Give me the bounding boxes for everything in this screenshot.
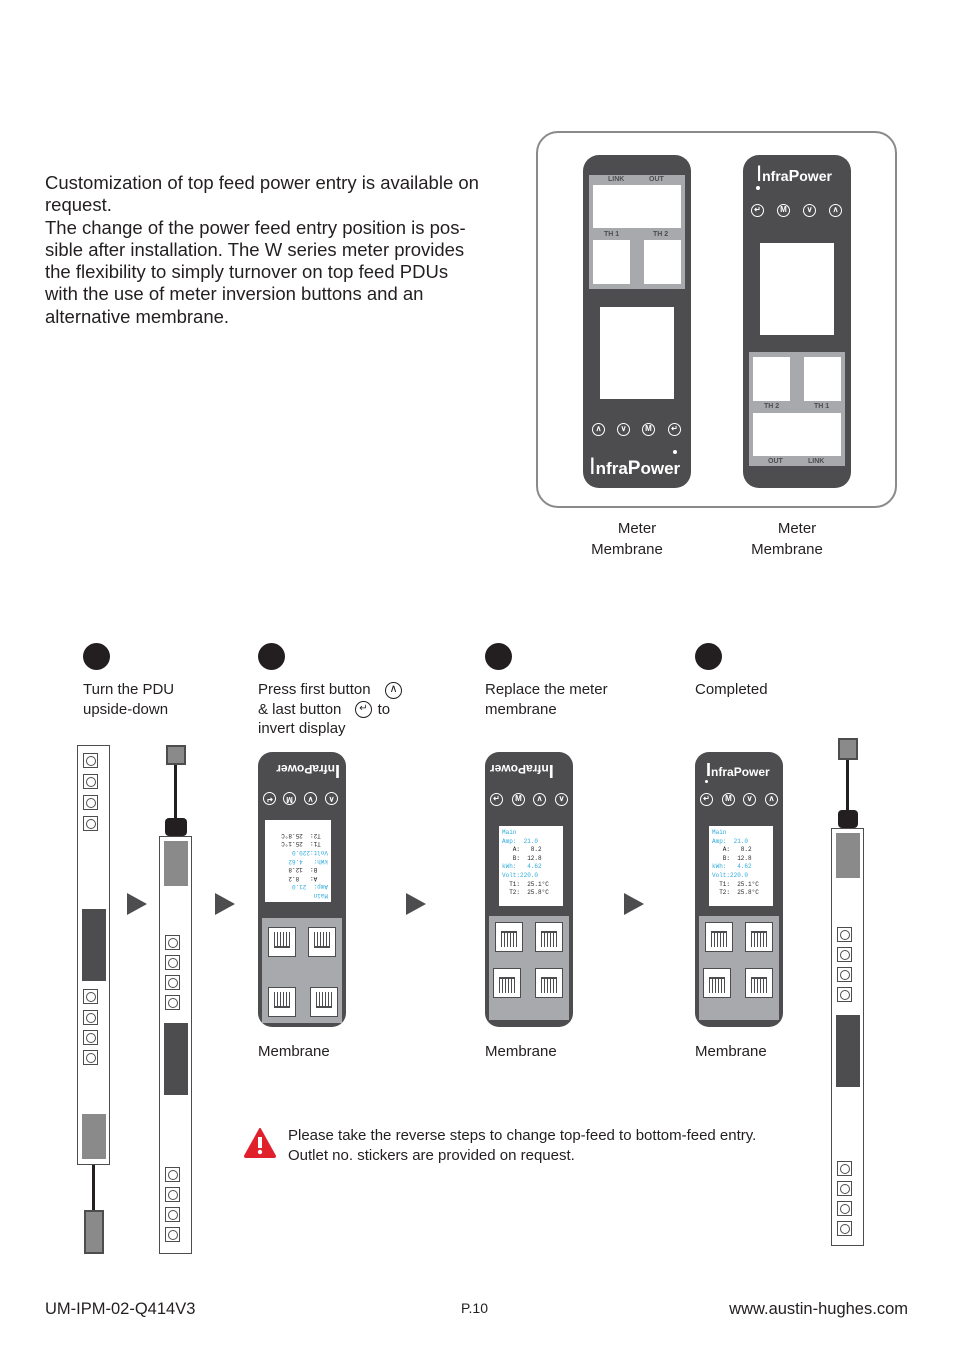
up-icon: ∧ bbox=[765, 793, 778, 806]
infrapower-logo: InfraPower bbox=[756, 161, 832, 186]
link-label: LINK bbox=[808, 458, 825, 465]
down-icon: ∨ bbox=[617, 423, 630, 436]
enter-icon: ↵ bbox=[355, 701, 372, 718]
step-3-marker bbox=[485, 643, 512, 670]
down-icon: ∨ bbox=[555, 793, 568, 806]
arrow-right-icon bbox=[624, 893, 644, 915]
right-meter-membrane bbox=[743, 155, 851, 488]
th2-label: TH 2 bbox=[653, 231, 669, 238]
step2-meter bbox=[258, 752, 346, 1027]
infrapower-logo: InfraPower bbox=[490, 761, 554, 781]
mode-icon: M bbox=[722, 793, 735, 806]
up-icon: ∧ bbox=[592, 423, 605, 436]
down-icon: ∨ bbox=[304, 792, 317, 805]
lcd-screen-inverted: Main Amp: 21.0 A: 8.2 B: 12.8 kWh: 4.62 Volt:220.0 T1: 25.1°C T2: 25.8°C bbox=[265, 820, 331, 902]
membrane-label: Membrane bbox=[258, 1043, 330, 1060]
link-label: LINK bbox=[608, 176, 625, 183]
document-id: UM-IPM-02-Q414V3 bbox=[45, 1300, 196, 1318]
lcd-window bbox=[760, 243, 834, 335]
membrane-label: Membrane bbox=[485, 1043, 557, 1060]
page-number: P.10 bbox=[461, 1300, 488, 1316]
down-icon: ∨ bbox=[803, 204, 816, 217]
enter-icon: ↵ bbox=[263, 792, 276, 805]
step-1-text: Turn the PDU upside-down bbox=[83, 681, 175, 718]
up-icon: ∧ bbox=[325, 792, 338, 805]
th1-label: TH 1 bbox=[814, 403, 830, 410]
step4-meter bbox=[695, 752, 783, 1027]
down-icon: ∨ bbox=[743, 793, 756, 806]
intro-paragraph-1: Customization of top feed power entry is available on request. bbox=[45, 172, 479, 216]
step-1-marker bbox=[83, 643, 110, 670]
step-4-text: Completed bbox=[695, 681, 768, 698]
power-plug bbox=[84, 1210, 104, 1254]
power-plug bbox=[838, 738, 858, 760]
step-3-text: Replace the meter membrane bbox=[485, 681, 608, 718]
arrow-right-icon bbox=[127, 893, 147, 915]
lcd-screen: Main Amp: 21.0 A: 8.2 B: 12.8 kWh: 4.62 Volt:220.0 T1: 25.1°C T2: 25.8°C bbox=[499, 826, 563, 906]
arrow-right-icon bbox=[215, 893, 235, 915]
mode-icon: M bbox=[512, 793, 525, 806]
intro-text bbox=[45, 172, 495, 328]
enter-icon: ↵ bbox=[668, 423, 681, 436]
mode-icon: M bbox=[642, 423, 655, 436]
step-2-marker bbox=[258, 643, 285, 670]
enter-icon: ↵ bbox=[751, 204, 764, 217]
step-2-text: Press first button ∧ & last button ↵ to invert display bbox=[258, 680, 448, 739]
out-label: OUT bbox=[649, 176, 664, 183]
infrapower-logo: InfraPower bbox=[589, 453, 681, 480]
intro-paragraph-2: The change of the power feed entry position is pos- sible after installation. The W series meter provides the flexibility to simply turnover on top feed PDUs with the use of meter inversion buttons and an alternative membrane. bbox=[45, 216, 466, 327]
th1-label: TH 1 bbox=[604, 231, 620, 238]
out-label: OUT bbox=[768, 458, 783, 465]
mode-icon: M bbox=[777, 204, 790, 217]
pdu-flipped bbox=[159, 836, 192, 1254]
enter-icon: ↵ bbox=[490, 793, 503, 806]
mode-icon: M bbox=[283, 792, 296, 805]
left-meter-membrane bbox=[583, 155, 691, 488]
lcd-window bbox=[600, 307, 674, 399]
infrapower-logo: InfraPower bbox=[276, 761, 340, 781]
pdu-top-feed bbox=[831, 828, 864, 1246]
up-icon: ∧ bbox=[385, 682, 402, 699]
membrane-label: Membrane bbox=[695, 1043, 767, 1060]
up-icon: ∧ bbox=[829, 204, 842, 217]
pdu-original bbox=[77, 745, 110, 1165]
left-membrane-caption: Meter Membrane bbox=[591, 520, 663, 558]
th2-label: TH 2 bbox=[764, 403, 780, 410]
enter-icon: ↵ bbox=[700, 793, 713, 806]
up-icon: ∧ bbox=[533, 793, 546, 806]
arrow-right-icon bbox=[406, 893, 426, 915]
warning-text: Please take the reverse steps to change top-feed to bottom-feed entry. Outlet no. stickers are provided on request. bbox=[288, 1127, 757, 1164]
website-link[interactable]: www.austin-hughes.com bbox=[729, 1300, 908, 1318]
step-4-marker bbox=[695, 643, 722, 670]
infrapower-logo: InfraPower bbox=[706, 760, 770, 780]
lcd-screen: Main Amp: 21.0 A: 8.2 B: 12.8 kWh: 4.62 Volt:220.0 T1: 25.1°C T2: 25.8°C bbox=[709, 826, 773, 906]
warning-icon bbox=[244, 1128, 276, 1158]
step3-meter bbox=[485, 752, 573, 1027]
power-plug bbox=[166, 745, 186, 765]
right-membrane-caption: Meter Membrane bbox=[751, 520, 823, 558]
